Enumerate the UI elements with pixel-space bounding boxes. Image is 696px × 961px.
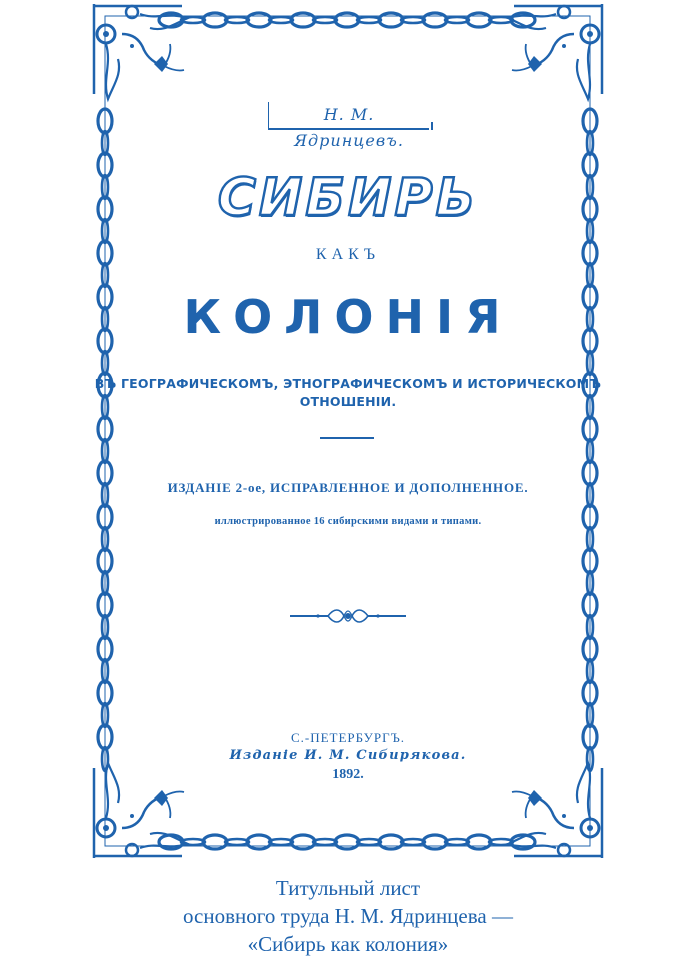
publication-year: 1892. xyxy=(332,767,364,782)
author-name: Н. М. Ядринцевъ. xyxy=(268,102,429,130)
caption-line-2: основного труда Н. М. Ядринцева — xyxy=(183,904,513,928)
title-conjunction: КАКЪ xyxy=(315,246,381,263)
publisher-name: Изданіе И. М. Сибирякова. xyxy=(229,748,467,763)
book-title: СИБИРЬ xyxy=(217,168,479,228)
edition-note: ИЗДАНІЕ 2-ое, ИСПРАВЛЕННОЕ И ДОПОЛНЕННОЕ. xyxy=(167,480,529,495)
figure-caption xyxy=(0,874,696,958)
caption-line-3: «Сибирь как колония» xyxy=(247,932,449,956)
book-title-second: КОЛОНІЯ xyxy=(183,290,513,344)
subtitle-line-2: ОТНОШЕНІИ. xyxy=(299,394,397,409)
publication-city: С.-ПЕТЕРБУРГЪ. xyxy=(290,730,406,745)
illustrations-note: иллюстрированное 16 сибирскими видами и типами. xyxy=(214,516,482,527)
decorative-divider-icon xyxy=(288,604,408,628)
short-divider xyxy=(320,437,374,439)
caption-line-1: Титульный лист xyxy=(275,876,421,900)
subtitle-line-1: ВЪ ГЕОГРАФИЧЕСКОМЪ, ЭТНОГРАФИЧЕСКОМЪ И ИСТОРИЧЕСКОМЪ xyxy=(94,376,602,391)
